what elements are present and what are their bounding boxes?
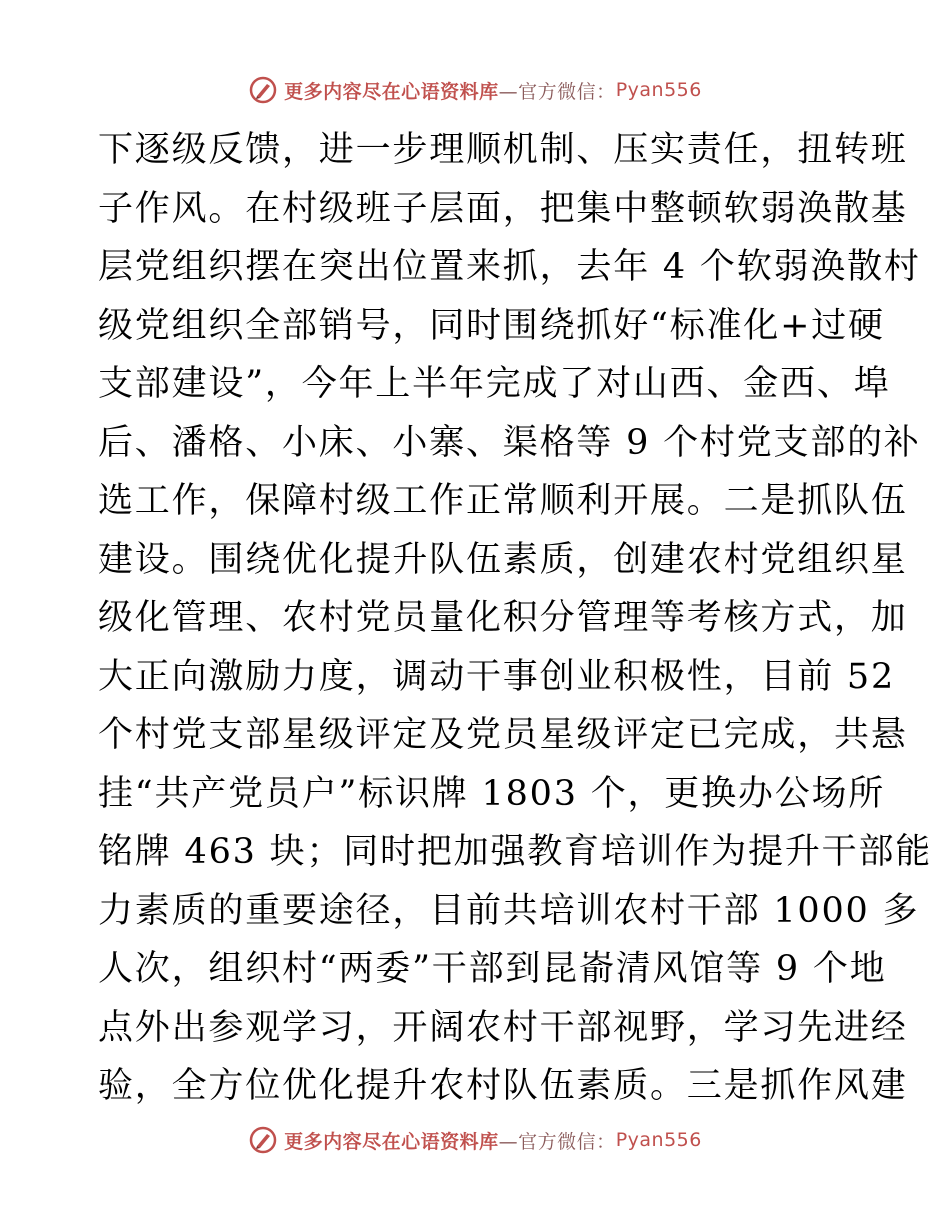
footer-banner-id: Pyan556 bbox=[615, 1129, 702, 1151]
pen-logo-icon bbox=[248, 75, 278, 105]
text-line: 下逐级反馈，进一步理顺机制、压实责任，扭转班 bbox=[98, 130, 908, 170]
text-line: 铭牌 463 块；同时把加强教育培训作为提升干部能 bbox=[98, 832, 933, 872]
text-line: 层党组织摆在突出位置来抓，去年 4 个软弱涣散村 bbox=[98, 247, 921, 287]
footer-banner-sub: —官方微信： bbox=[498, 1130, 616, 1153]
header-banner-sub: —官方微信： bbox=[498, 80, 616, 103]
text-line: 挂“共产党员户”标识牌 1803 个，更换办公场所 bbox=[98, 773, 886, 814]
text-line: 级化管理、农村党员量化积分管理等考核方式，加 bbox=[98, 598, 908, 638]
text-line: 力素质的重要途径，目前共培训农村干部 1000 多 bbox=[98, 890, 920, 931]
text-line: 后、潘格、小床、小寨、渠格等 9 个村党支部的补 bbox=[98, 422, 921, 463]
text-line: 个村党支部星级评定及党员星级评定已完成，共悬 bbox=[98, 715, 908, 755]
header-banner-id: Pyan556 bbox=[615, 79, 702, 101]
body-text bbox=[98, 121, 933, 1116]
pen-logo-icon bbox=[248, 1125, 278, 1155]
footer-banner-main: 更多内容尽在心语资料库 bbox=[284, 1130, 499, 1153]
header-banner[interactable] bbox=[0, 70, 950, 110]
text-line: 级党组织全部销号，同时围绕抓好“标准化+过硬 bbox=[98, 305, 885, 346]
text-line: 支部建设”，今年上半年完成了对山西、金西、埠 bbox=[98, 364, 891, 404]
text-line: 建设。围绕优化提升队伍素质，创建农村党组织星 bbox=[98, 539, 908, 580]
footer-banner[interactable] bbox=[0, 1120, 950, 1160]
text-line: 验，全方位优化提升农村队伍素质。三是抓作风建 bbox=[98, 1066, 908, 1106]
text-line: 子作风。在村级班子层面，把集中整顿软弱涣散基 bbox=[98, 188, 908, 229]
text-line: 人次，组织村“两委”干部到昆嵛清风馆等 9 个地 bbox=[98, 949, 887, 989]
text-line: 选工作，保障村级工作正常顺利开展。二是抓队伍 bbox=[98, 481, 908, 521]
text-line: 大正向激励力度，调动干事创业积极性，目前 52 bbox=[98, 656, 896, 697]
text-line: 点外出参观学习，开阔农村干部视野，学习先进经 bbox=[98, 1007, 908, 1048]
header-banner-main: 更多内容尽在心语资料库 bbox=[284, 80, 499, 103]
